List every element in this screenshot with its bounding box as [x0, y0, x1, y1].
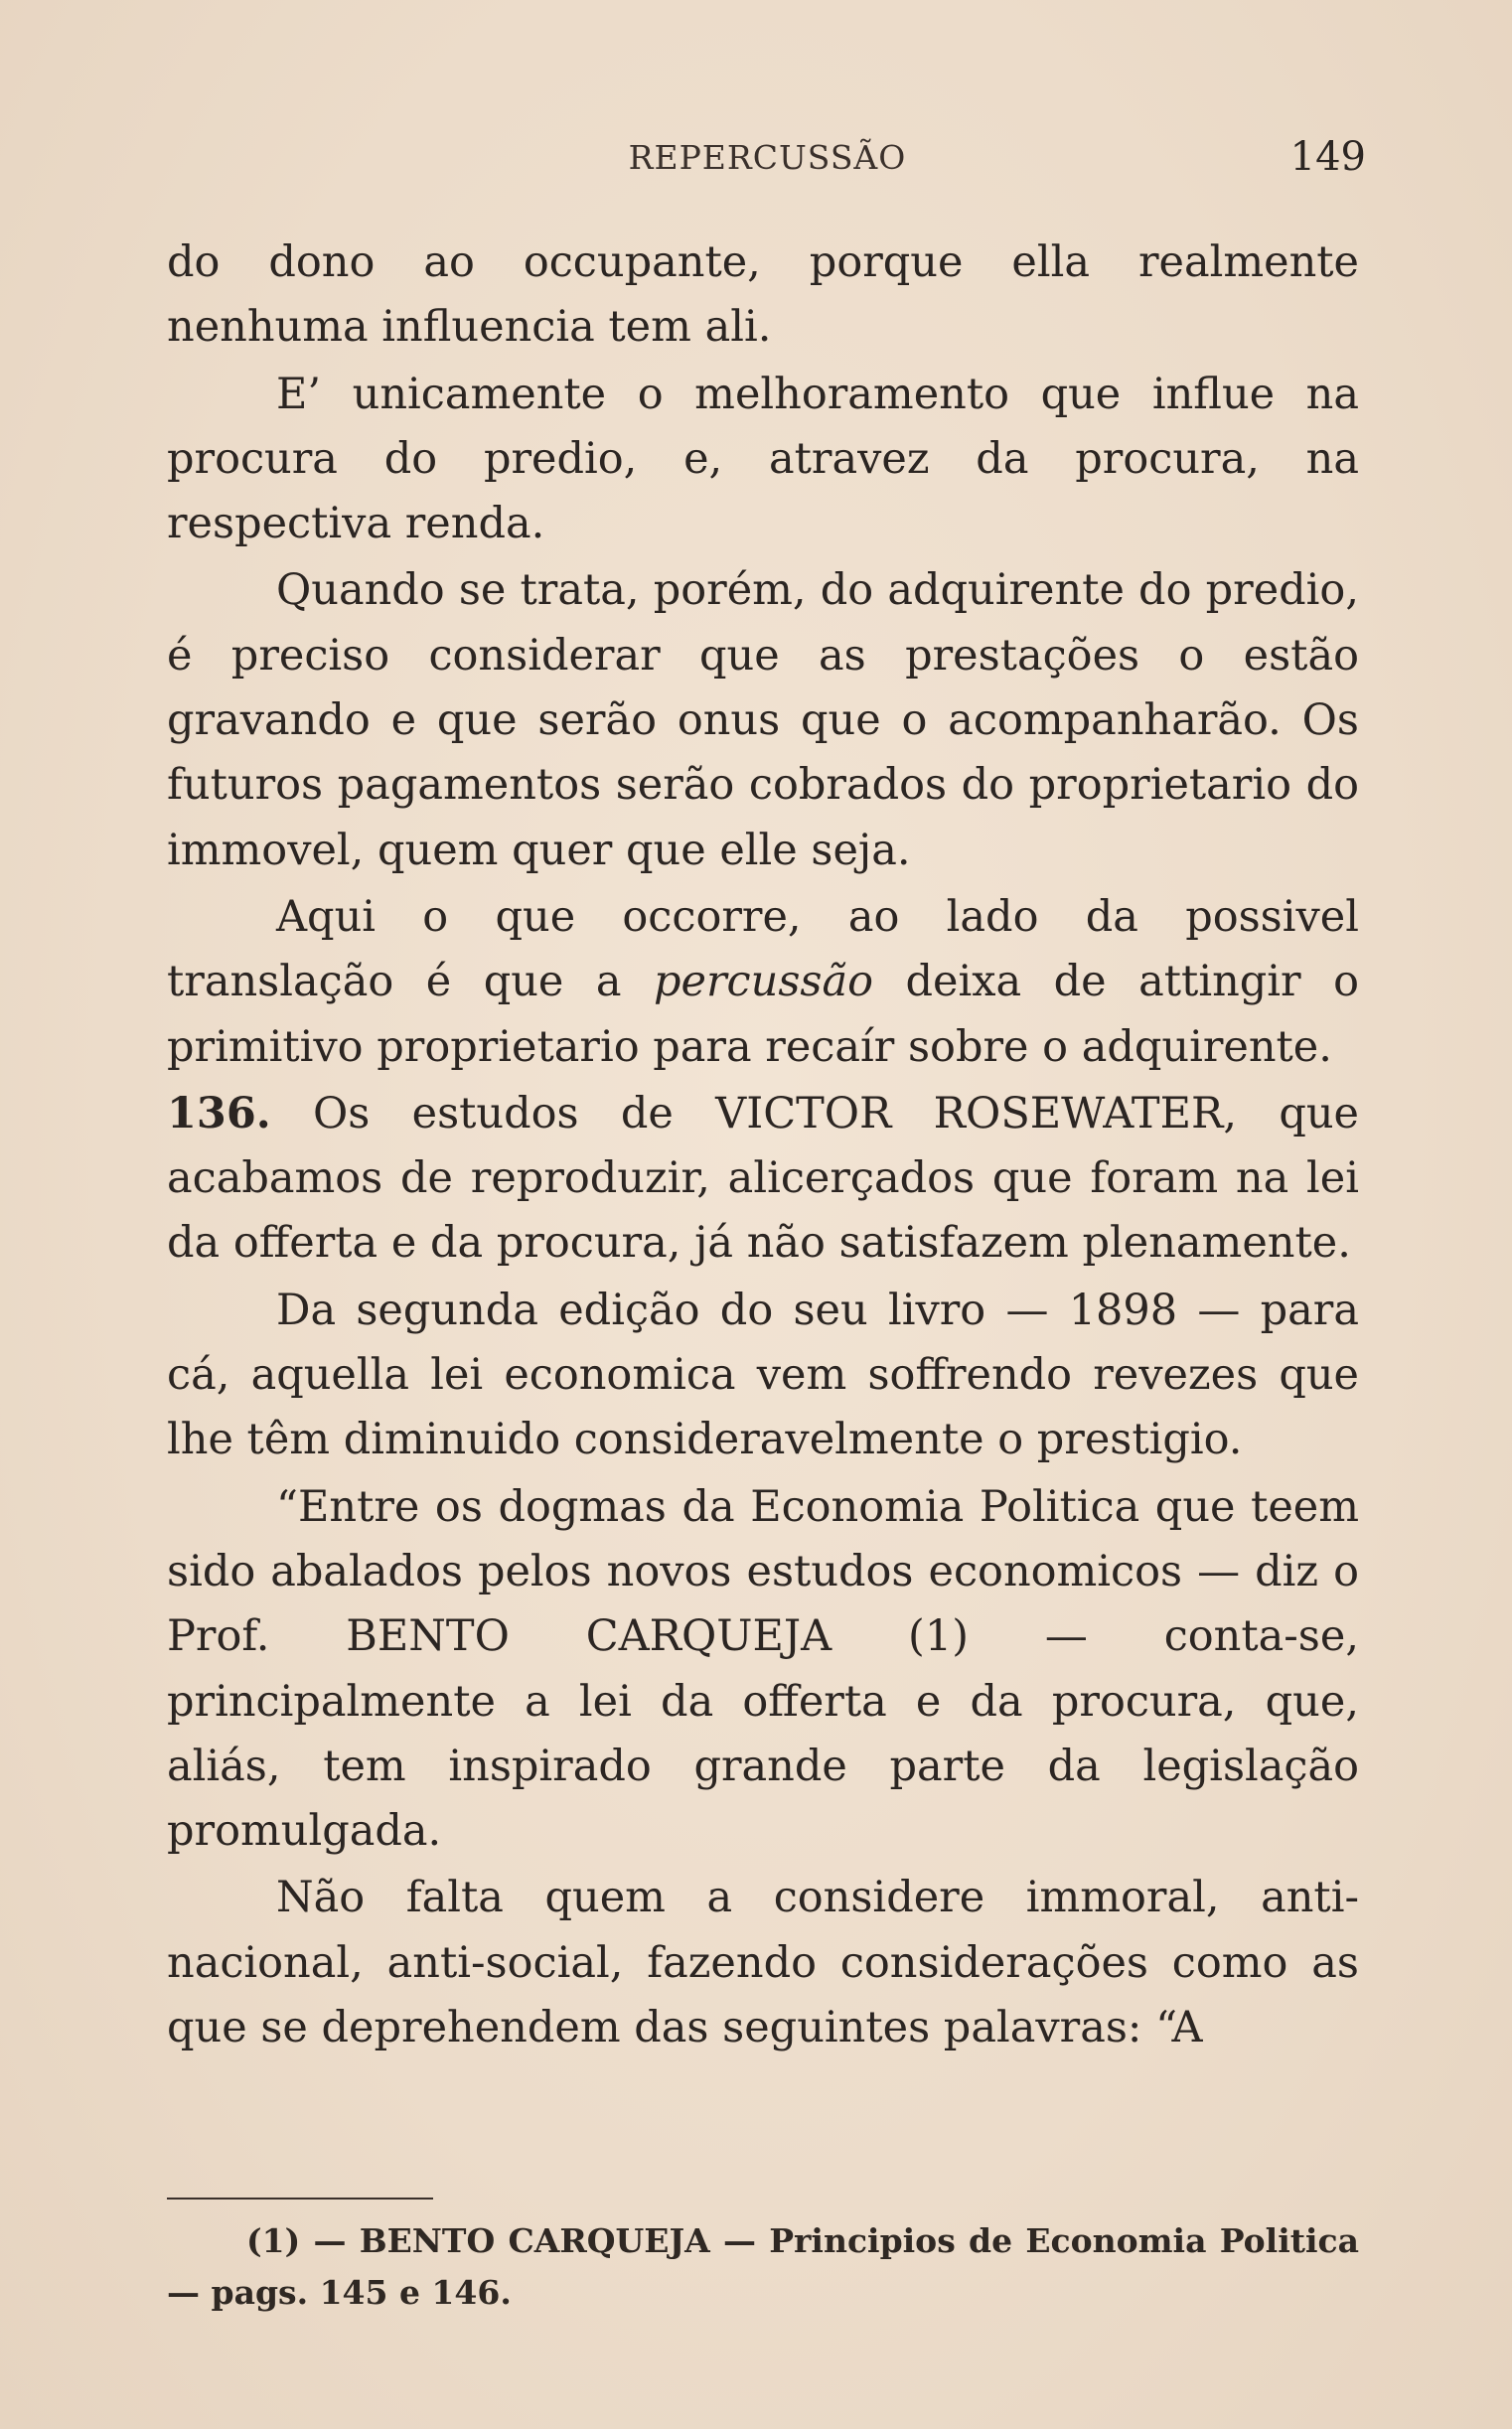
numbered-section	[167, 1082, 1359, 1277]
paragraph: Da segunda edição do seu livro — 1898 — para cá, aquella lei economica vem soffrendo revezes que lhe têm diminuido consideravelmente o prestigio.	[167, 1285, 1359, 1465]
paragraph: E’ unicamente o melhoramento que influe na procura do predio, e, atravez da procura, na respectiva renda.	[167, 369, 1359, 549]
emphasized-term: percussão	[654, 957, 873, 1007]
section-number: 136.	[167, 1088, 271, 1139]
paragraph: Não falta quem a considere immoral, anti-nacional, anti-social, fazendo considerações como as que se deprehendem das seguintes palavras: “A	[167, 1873, 1359, 2053]
paragraph-with-emphasis	[167, 885, 1359, 1080]
page-number: 149	[1289, 134, 1366, 180]
paragraph: Quando se trata, porém, do adquirente do predio, é preciso considerar que as prestações o estão gravando e que serão onus que o acompanharão. Os futuros pagamentos serão cobrados do proprietario do immovel, quem quer que elle seja.	[167, 565, 1359, 875]
paragraph-continuation: do dono ao occupante, porque ella realmente nenhuma influencia tem ali.	[167, 237, 1359, 353]
page-header	[169, 134, 1366, 184]
footnote: (1) — BENTO CARQUEJA — Principios de Economia Politica — pags. 145 e 146.	[167, 2221, 1359, 2312]
body-text	[167, 230, 1359, 2062]
footnote-divider	[167, 2198, 433, 2200]
paragraph-text: Os estudos de VICTOR ROSEWATER, que acabamos de reproduzir, alicerçados que foram na lei da offerta e da procura, já não satisfazem plenamente.	[167, 1088, 1359, 1269]
paragraph-text: Aqui o que occorre, ao lado da possivel translação é que a	[167, 891, 1359, 1007]
running-title: REPERCUSSÃO	[628, 138, 907, 177]
paragraph-quote: “Entre os dogmas da Economia Politica que teem sido abalados pelos novos estudos economicos — diz o Prof. BENTO CARQUEJA (1) — conta-se, principalmente a lei da offerta e da procura, que, aliás, tem inspirado grande parte da legislação promulgada.	[167, 1481, 1359, 1857]
paragraph-text: deixa de attingir o primitivo proprietario para recaír sobre o adquirente.	[167, 957, 1359, 1072]
